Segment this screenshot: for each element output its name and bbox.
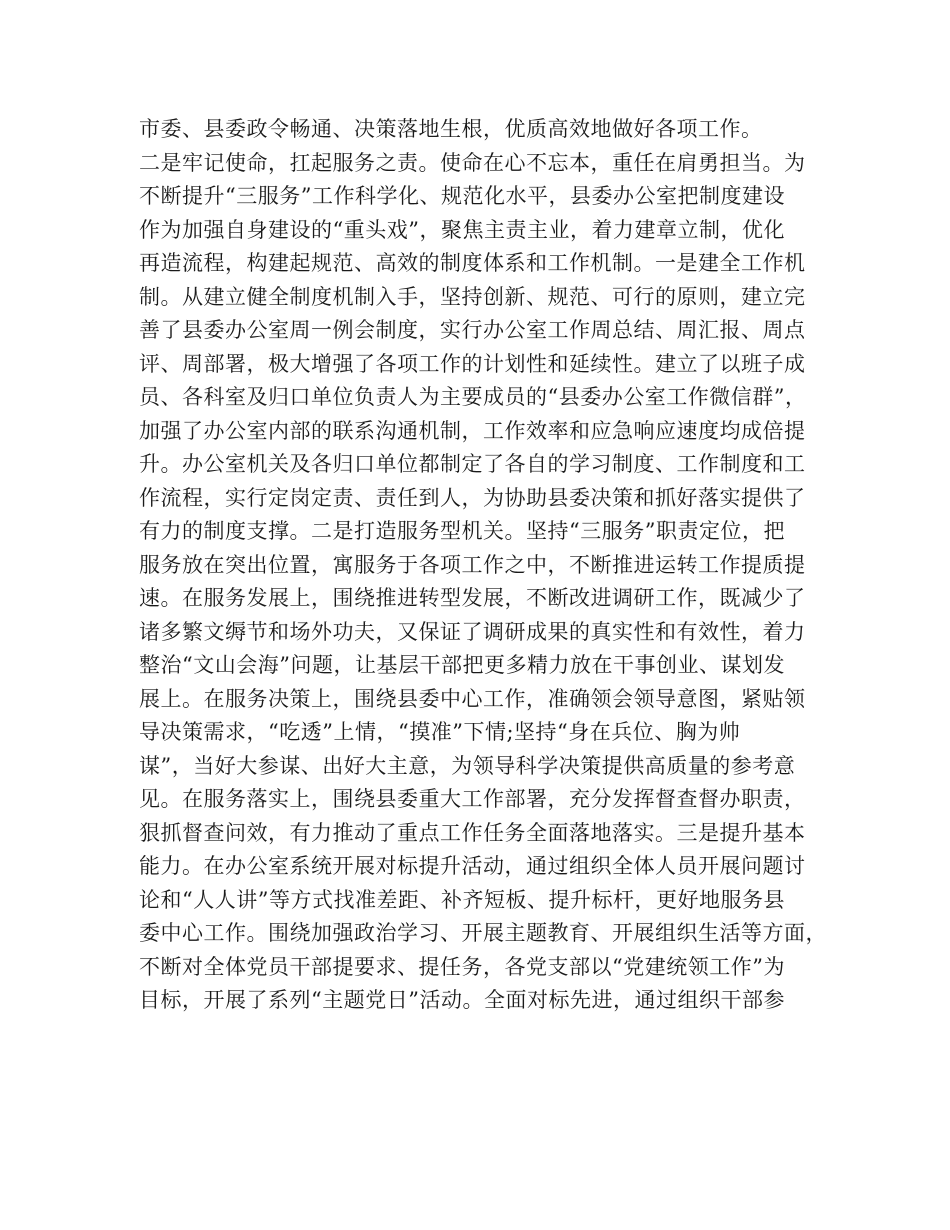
text-line: 狠抓督查问效，有力推动了重点工作任务全面落地落实。三是提升基本 (139, 820, 806, 845)
text-line: 整治“文山会海”问题，让基层干部把更多精力放在干事创业、谋划发 (139, 653, 785, 677)
text-line: 展上。在服务决策上，围绕县委中心工作，准确领会领导意图，紧贴领 (139, 686, 806, 711)
text-line: 服务放在突出位置，寓服务于各项工作之中，不断推进运转工作提质提 (139, 552, 806, 577)
text-line: 善了县委办公室周一例会制度，实行办公室工作周总结、周汇报、周点 (139, 318, 806, 342)
text-line: 导决策需求，“吃透”上情，“摸准”下情;坚持“身在兵位、胸为帅 (139, 720, 741, 744)
text-line: 能力。在办公室系统开展对标提升活动，通过组织全体人员开展问题讨 (139, 854, 806, 878)
body-text (139, 113, 839, 1018)
text-line: 制。从建立健全制度机制入手，坚持创新、规范、可行的原则，建立完 (139, 284, 806, 309)
text-line: 再造流程，构建起规范、高效的制度体系和工作机制。一是建全工作机 (139, 251, 806, 275)
text-line: 员、各科室及归口单位负责人为主要成员的“县委办公室工作微信群”， (139, 385, 807, 409)
text-line: 二是牢记使命，扛起服务之责。使命在心不忘本，重任在肩勇担当。为 (139, 150, 806, 175)
text-line: 作为加强自身建设的“重头戏”，聚焦主责主业，着力建章立制，优化 (139, 217, 785, 242)
text-line: 作流程，实行定岗定责、责任到人，为协助县委决策和抓好落实提供了 (139, 485, 806, 510)
text-line: 诸多繁文缛节和场外功夫，又保证了调研成果的真实性和有效性，着力 (139, 619, 806, 644)
text-line: 有力的制度支撑。二是打造服务型机关。坚持“三服务”职责定位，把 (139, 519, 785, 543)
text-line: 速。在服务发展上，围绕推进转型发展，不断改进调研工作，既减少了 (139, 586, 806, 610)
text-line: 论和“人人讲”等方式找准差距、补齐短板、提升标杆，更好地服务县 (139, 887, 785, 912)
text-line: 目标，开展了系列“主题党日”活动。全面对标先进，通过组织干部参 (139, 988, 785, 1012)
text-line: 见。在服务落实上，围绕县委重大工作部署，充分发挥督查督办职责， (139, 787, 806, 811)
text-line: 不断对全体党员干部提要求、提任务，各党支部以“党建统领工作”为 (139, 954, 785, 979)
text-line: 委中心工作。围绕加强政治学习、开展主题教育、开展组织生活等方面， (139, 921, 827, 945)
text-line: 不断提升“三服务”工作科学化、规范化水平，县委办公室把制度建设 (139, 184, 785, 208)
text-line: 加强了办公室内部的联系沟通机制，工作效率和应急响应速度均成倍提 (139, 418, 806, 443)
text-line: 评、周部署，极大增强了各项工作的计划性和延续性。建立了以班子成 (139, 351, 806, 376)
text-line: 升。办公室机关及各归口单位都制定了各自的学习制度、工作制度和工 (139, 452, 806, 476)
text-line: 谋”，当好大参谋、出好大主意，为领导科学决策提供高质量的参考意 (139, 753, 796, 778)
text-line: 市委、县委政令畅通、决策落地生根，优质高效地做好各项工作。 (139, 117, 763, 141)
